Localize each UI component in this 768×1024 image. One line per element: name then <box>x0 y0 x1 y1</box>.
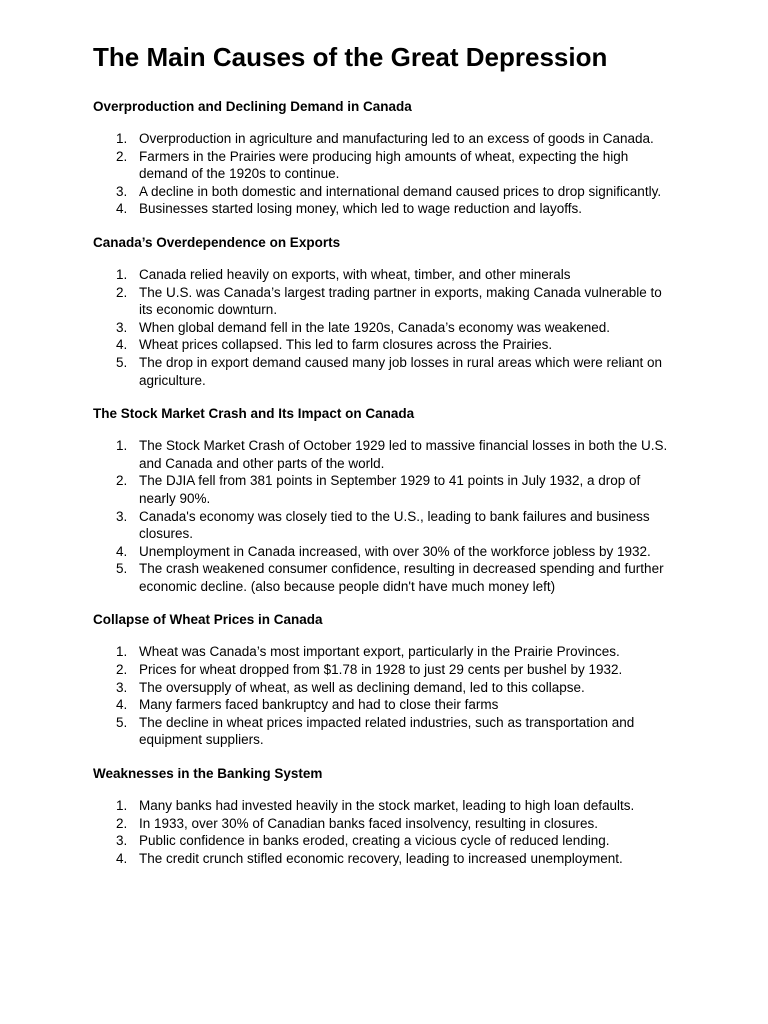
list-item-text: Canada relied heavily on exports, with wheat, timber, and other minerals <box>139 266 571 282</box>
list-item <box>93 661 678 679</box>
numbered-list <box>93 437 678 595</box>
list-item-number: 4. <box>116 697 128 713</box>
list-item-text: The Stock Market Crash of October 1929 led to massive financial losses in both the U.S. and Canada and other parts of the world. <box>139 438 668 471</box>
list-item-number: 3. <box>116 833 128 849</box>
list-item-text: The drop in export demand caused many job losses in rural areas which were reliant on agriculture. <box>139 354 663 388</box>
list-item <box>93 266 678 284</box>
list-item-text: Businesses started losing money, which led to wage reduction and layoffs. <box>139 201 583 217</box>
list-item <box>93 815 678 833</box>
list-item-number: 1. <box>116 266 128 282</box>
list-item-text: Canada's economy was closely tied to the U.S., leading to bank failures and business closures. <box>139 508 650 542</box>
list-item <box>93 183 678 201</box>
list-item <box>93 543 678 561</box>
sections-container <box>93 98 678 867</box>
list-item-number: 2. <box>116 284 128 300</box>
list-item-number: 2. <box>116 815 128 831</box>
list-item <box>93 797 678 815</box>
list-item-text: The U.S. was Canada’s largest trading partner in exports, making Canada vulnerable to its economic downturn. <box>139 284 662 318</box>
list-item-text: Overproduction in agriculture and manufacturing led to an excess of goods in Canada. <box>139 131 654 146</box>
list-item-number: 4. <box>116 337 128 353</box>
list-item-number: 5. <box>116 714 128 730</box>
list-item-number: 5. <box>116 354 128 370</box>
section-heading: Canada’s Overdependence on Exports <box>93 234 341 250</box>
list-item <box>93 336 678 354</box>
list-item <box>93 319 678 337</box>
list-item <box>93 437 678 472</box>
list-item-text: The credit crunch stifled economic recovery, leading to increased unemployment. <box>139 850 623 866</box>
list-item-text: The decline in wheat prices impacted related industries, such as transportation and equipment suppliers. <box>139 714 635 748</box>
list-item-number: 2. <box>116 662 128 678</box>
list-item-number: 1. <box>116 644 128 660</box>
list-item-number: 1. <box>116 438 128 454</box>
list-item-text: When global demand fell in the late 1920s, Canada’s economy was weakened. <box>139 319 611 335</box>
list-item <box>93 643 678 661</box>
list-item <box>93 714 678 749</box>
list-item-text: A decline in both domestic and international demand caused prices to drop significantly. <box>139 183 662 199</box>
document-title: The Main Causes of the Great Depression <box>93 42 608 72</box>
list-item-text: Wheat prices collapsed. This led to farm closures across the Prairies. <box>139 337 553 353</box>
list-item-text: Unemployment in Canada increased, with over 30% of the workforce jobless by 1932. <box>139 543 651 559</box>
list-item-number: 3. <box>116 679 128 695</box>
numbered-list <box>93 797 678 867</box>
list-item-number: 2. <box>116 473 128 489</box>
list-item <box>93 679 678 697</box>
section-heading: Collapse of Wheat Prices in Canada <box>93 612 323 628</box>
numbered-list <box>93 643 678 749</box>
list-item <box>93 832 678 850</box>
list-item-text: The crash weakened consumer confidence, resulting in decreased spending and further economic decline. (also because people didn't have much money left) <box>139 561 664 594</box>
list-item-text: Farmers in the Prairies were producing high amounts of wheat, expecting the high demand of the 1920s to continue. <box>139 148 629 182</box>
numbered-list <box>93 130 678 218</box>
list-item-number: 3. <box>116 319 128 335</box>
list-item <box>93 472 678 507</box>
list-item <box>93 130 678 148</box>
list-item-text: Prices for wheat dropped from $1.78 in 1928 to just 29 cents per bushel by 1932. <box>139 662 623 678</box>
list-item-text: The DJIA fell from 381 points in September 1929 to 41 points in July 1932, a drop of nearly 90%. <box>139 473 641 506</box>
list-item <box>93 850 678 868</box>
section-heading: Overproduction and Declining Demand in Canada <box>93 99 412 114</box>
list-item <box>93 200 678 218</box>
list-item-number: 3. <box>116 508 128 524</box>
list-item <box>93 508 678 543</box>
list-item-text: Public confidence in banks eroded, creating a vicious cycle of reduced lending. <box>139 833 610 849</box>
section-heading: The Stock Market Crash and Its Impact on Canada <box>93 406 415 422</box>
list-item-number: 4. <box>116 543 128 559</box>
list-item-text: Wheat was Canada’s most important export, particularly in the Prairie Provinces. <box>139 644 620 660</box>
list-item <box>93 148 678 183</box>
section-heading: Weaknesses in the Banking System <box>93 766 323 782</box>
list-item-text: Many farmers faced bankruptcy and had to close their farms <box>139 697 499 713</box>
list-item-number: 4. <box>116 850 128 866</box>
list-item <box>93 696 678 714</box>
list-item-number: 1. <box>116 798 128 814</box>
list-item-text: The oversupply of wheat, as well as declining demand, led to this collapse. <box>139 679 585 695</box>
list-item-number: 5. <box>116 561 128 577</box>
list-item-text: Many banks had invested heavily in the stock market, leading to high loan defaults. <box>139 798 635 814</box>
list-item-number: 3. <box>116 183 128 199</box>
list-item-number: 2. <box>116 148 128 164</box>
list-item-text: In 1933, over 30% of Canadian banks faced insolvency, resulting in closures. <box>139 815 599 831</box>
list-item-number: 4. <box>116 201 128 217</box>
list-item <box>93 560 678 595</box>
list-item <box>93 354 678 389</box>
numbered-list <box>93 266 678 389</box>
list-item <box>93 284 678 319</box>
list-item-number: 1. <box>116 131 128 146</box>
